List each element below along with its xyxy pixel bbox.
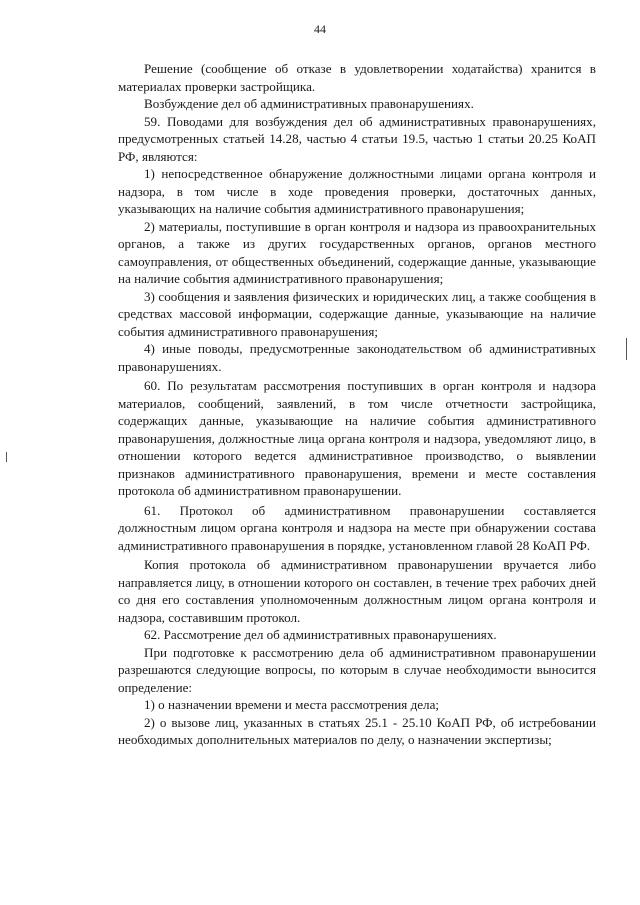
list-item-62-1: 1) о назначении времени и места рассмотрения дела;: [144, 697, 440, 712]
list-item-62-2: 2) о вызове лиц, указанных в статьях 25.1 - 25.10 КоАП РФ, об истребовании необходимых дополнительных материалов по делу, о назначении экспертизы;: [118, 714, 596, 747]
paragraph-61: 61. Протокол об административном правонарушении составляется должностным лицом органа контроля и надзора на месте при обнаружении состава административного правонарушения в порядке, установленном главой 28 КоАП РФ.: [118, 502, 596, 553]
section-heading-initiation: Возбуждение дел об административных правонарушениях.: [144, 96, 474, 111]
paragraph-decision-storage: Решение (сообщение об отказе в удовлетворении ходатайства) хранится в материалах проверки застройщика.: [118, 61, 596, 94]
list-item-59-2: 2) материалы, поступившие в орган контроля и надзора из правоохранительных органов, а также из других государственных органов, органов местного самоуправления, от общественных объединений, содержащие данные, указывающие на наличие события административного правонарушения;: [118, 218, 596, 286]
scan-mark-left: [6, 452, 7, 462]
page-number: 44: [314, 22, 326, 36]
paragraph-62: 62. Рассмотрение дел об административных правонарушениях.: [144, 627, 497, 642]
list-item-59-4: 4) иные поводы, предусмотренные законодательством об административных правонарушениях.: [118, 341, 596, 374]
paragraph-preparation: При подготовке к рассмотрению дела об административном правонарушении разрешаются следующие вопросы, по которым в случае необходимости выносится определение:: [118, 644, 596, 695]
list-item-59-3: 3) сообщения и заявления физических и юридических лиц, а также сообщения в средствах массовой информации, содержащие данные, указывающие на наличие события административного правонарушения;: [118, 288, 596, 339]
paragraph-60: 60. По результатам рассмотрения поступивших в орган контроля и надзора материалов, сообщений, заявлений, в том числе отчетности застройщика, содержащих данные, указывающие на наличие события административного правонарушения, должностные лица органа контроля и надзора, уведомляют лицо, в отношении которого ведется административное производство, о выявлении признаков административного правонарушения, времени и месте составления протокола об административном правонарушении.: [118, 378, 596, 498]
paragraph-59: 59. Поводами для возбуждения дел об административных правонарушениях, предусмотренных статьей 14.28, частью 4 статьи 19.5, частью 1 статьи 20.25 КоАП РФ, являются:: [118, 113, 596, 164]
list-item-59-1: 1) непосредственное обнаружение должностными лицами органа контроля и надзора, в том числе в ходе проведения проверки, достаточных данных, указывающих на наличие события административного правонарушения;: [118, 166, 596, 216]
scan-mark-right: [626, 338, 627, 360]
paragraph-protocol-copy: Копия протокола об административном правонарушении вручается либо направляется лицу, в отношении которого он составлен, в течение трех рабочих дней со дня его составления уполномоченным должностным лицом органа контроля и надзора, составившим протокол.: [118, 557, 596, 625]
document-body: [118, 60, 596, 749]
